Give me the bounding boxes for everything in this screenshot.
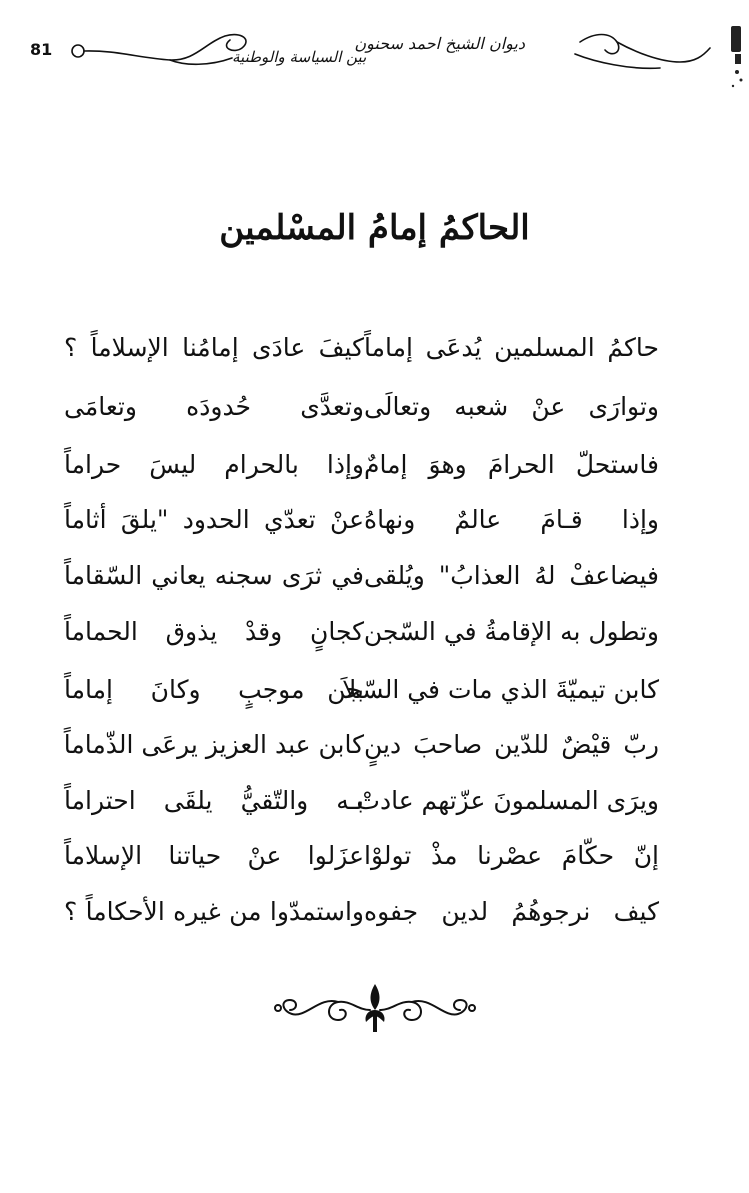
verse-row <box>0 779 749 823</box>
verse-second-hemistich: وتعدَّى حُدودَه وتعامَى <box>64 392 364 421</box>
verse-second-hemistich: عزَلوا عنْ حياتنا الإسلاماً <box>64 841 364 870</box>
page-number: 81 <box>30 40 53 59</box>
verse-row <box>0 610 749 654</box>
verse-first-hemistich: حاكمُ المسلمين يُدعَى إماماً <box>364 333 659 362</box>
verse-second-hemistich: بلاَ موجبٍ وكانَ إماماً <box>64 675 364 704</box>
verse-first-hemistich: وتطول به الإقامةُ في السّجن <box>363 617 659 646</box>
verse-second-hemistich: وإذا بالحرام ليسَ حراماً <box>64 450 364 479</box>
verse-second-hemistich: واستمدّوا من غيره الأحكاماً ؟ <box>64 897 364 926</box>
verse-first-hemistich: ويرَى المسلمونَ عزّتهم عادتْ <box>356 786 659 815</box>
verse-row <box>0 498 749 542</box>
running-header <box>20 18 725 78</box>
verse-row <box>0 834 749 878</box>
book-title: ديوان الشيخ احمد سحنون <box>354 34 525 53</box>
verse-first-hemistich: وإذا قـامَ عالمٌ ونهاهُ <box>364 505 659 534</box>
verse-first-hemistich: ربّ قيْضٌ للدّين صاحبَ دينٍ <box>364 730 659 759</box>
verse-row <box>0 668 749 712</box>
page-edge-mark-icon <box>727 18 749 92</box>
fleuron-icon <box>270 980 480 1036</box>
verse-row <box>0 326 749 370</box>
verse-first-hemistich: فاستحلّ الحرامَ وهوَ إمامٌ <box>364 450 659 479</box>
verse-first-hemistich: كيف نرجوهُمُ لدين جفوه <box>364 897 659 926</box>
verse-second-hemistich: كابن عبد العزيز يرعَى الذّماماً <box>63 730 364 759</box>
verse-row <box>0 890 749 934</box>
verse-first-hemistich: إنّ حكّامَ عصْرنا مذْ تولوْا <box>364 841 659 870</box>
verse-row <box>0 385 749 429</box>
verse-row <box>0 554 749 598</box>
verse-second-hemistich: كجانٍ وقدْ يذوق الحماماً <box>64 617 364 646</box>
verse-row <box>0 443 749 487</box>
verse-second-hemistich: بـه والتّقيُّ يلقَى احتراماً <box>64 786 364 815</box>
verse-first-hemistich: فيضاعفْ لهُ العذابُ" ويُلقى <box>364 561 659 590</box>
verse-second-hemistich: كيفَ عادَى إمامُنا الإسلاماً ؟ <box>64 333 364 362</box>
verse-first-hemistich: وتوارَى عنْ شعبه وتعالَى <box>364 392 659 421</box>
verse-first-hemistich: كابن تيميّةَ الذي مات في السّجن <box>327 675 659 704</box>
verse-second-hemistich: عنْ تعدّي الحدود "يلقَ أثاماً <box>64 505 364 534</box>
section-title: بين السياسة والوطنية <box>232 48 367 66</box>
verse-second-hemistich: في ثرَى سجنه يعاني السّقاماً <box>64 561 364 590</box>
verse-row <box>0 723 749 767</box>
poem-title: الحاكمُ إمامُ المسْلمين <box>219 208 530 248</box>
